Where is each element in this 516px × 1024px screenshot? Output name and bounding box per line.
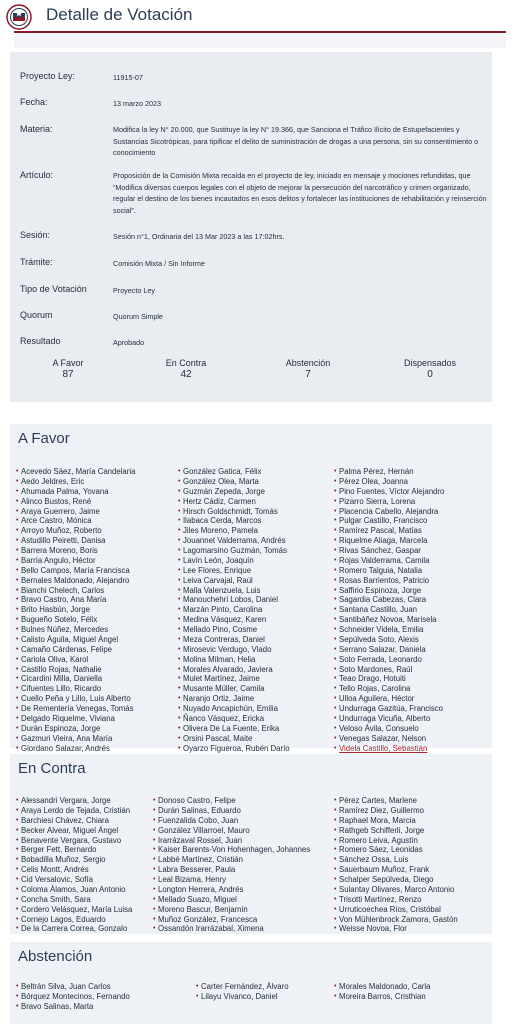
count-value: 0	[427, 369, 433, 380]
vote-counts	[10, 358, 492, 388]
deputy-list-item: • Longton Herrera, Andrés	[153, 885, 310, 895]
count-dispensados	[370, 358, 490, 380]
deputy-list-item: • Barchiesi Chávez, Chiara	[16, 816, 132, 826]
deputy-list-item: • Pino Fuentes, Víctor Alejandro	[334, 487, 444, 497]
deputy-list-item: • Pérez Cartes, Marlene	[334, 796, 458, 806]
deputy-list-item: • Pérez Olea, Joanna	[334, 477, 444, 487]
a-favor-column-2	[178, 467, 290, 753]
deputy-list-item: • Trisotti Martínez, Renzo	[334, 895, 458, 905]
deputy-list-item: • Morales Maldonado, Carla	[334, 982, 430, 992]
deputy-list-item: • Carter Fernández, Álvaro	[196, 982, 289, 992]
deputy-list-item: • Sepúlveda Soto, Alexis	[334, 635, 444, 645]
deputy-list-item: • Delgado Riquelme, Viviana	[16, 714, 135, 724]
section-title: En Contra	[18, 760, 86, 777]
deputy-list-item: • Alessandri Vergara, Jorge	[16, 796, 132, 806]
deputy-list-item: • Raphael Mora, Marcia	[334, 816, 458, 826]
deputy-list-item: • Bravo Castro, Ana María	[16, 595, 135, 605]
section-abstencion	[10, 942, 492, 1024]
deputy-list-item: • Schalper Sepúlveda, Diego	[334, 875, 458, 885]
deputy-list-item: • Schneider Videla, Emilia	[334, 625, 444, 635]
deputy-list-item: • Bernales Maldonado, Alejandro	[16, 576, 135, 586]
deputy-list-item: • Cid Versalovic, Sofía	[16, 875, 132, 885]
en-contra-column-2	[153, 796, 310, 934]
deputy-list-item: • Lilayu Vivanco, Daniel	[196, 992, 289, 1002]
deputy-list-item: • Ossandón Irarrázabal, Ximena	[153, 924, 310, 934]
deputy-list-item: • Moreira Barros, Cristhian	[334, 992, 430, 1002]
detail-value: Modifica la ley N° 20.000, que Sustituye la ley N° 19.366, que Sanciona el Tráfico Ilícito de Estupefacientes y Sustancias Sicotrópicas, para tipificar el delito de suministración de drogas a una persona, sin su consentimiento o conocimiento	[113, 125, 479, 157]
detail-value: 11915-07	[113, 73, 143, 82]
deputy-list-item: • Cicardini Milla, Daniella	[16, 674, 135, 684]
detail-label: Fecha:	[20, 97, 48, 107]
detail-label: Quorum	[20, 310, 53, 320]
deputy-list-item: • Oyarzo Figueroa, Rubén Darío	[178, 744, 290, 754]
deputy-list-item: • Ñanco Vásquez, Ericka	[178, 714, 290, 724]
count-label: Dispensados	[403, 358, 457, 368]
deputy-list-item: • Sauerbaum Muñoz, Frank	[334, 865, 458, 875]
deputy-list-item: • Cuello Peña y Lillo, Luis Alberto	[16, 694, 135, 704]
deputy-list-item: • Ramírez Diez, Guillermo	[334, 806, 458, 816]
deputy-list-item: • Orsini Pascal, Maite	[178, 734, 290, 744]
deputy-list-item: • Bello Campos, María Francisca	[16, 566, 135, 576]
deputy-list-item: • Lee Flores, Enrique	[178, 566, 290, 576]
deputy-list-item: • Camaño Cárdenas, Felipe	[16, 645, 135, 655]
deputy-list-item: • Beltrán Silva, Juan Carlos	[16, 982, 130, 992]
detail-value: Proposición de la Comisión Mixta recaída en el proyecto de ley, iniciado en mensaje y mociones refundidas, que “Modifica diversos cuerpos legales con el objeto de mejorar la persecución del narcotráfico y crimen organizado, regular el destino de los bienes incautados en esos delitos y fortalecer las instituciones de rehabilitación y reinserción social”.	[113, 171, 487, 215]
deputy-list-item: • Pizarro Sierra, Lorena	[334, 497, 444, 507]
deputy-list-item: • Veloso Ávila, Consuelo	[334, 724, 444, 734]
deputy-list-item: • Malla Valenzuela, Luis	[178, 586, 290, 596]
deputy-list-item: • Benavente Vergara, Gustavo	[16, 836, 132, 846]
detail-label: Proyecto Ley:	[20, 71, 76, 81]
deputy-list-item: • Jouannet Valderrama, Andrés	[178, 536, 290, 546]
deputy-list-item: • Venegas Salazar, Nelson	[334, 734, 444, 744]
deputy-list-item: • Celis Montt, Andrés	[16, 865, 132, 875]
vote-detail-card	[10, 52, 492, 402]
detail-label: Trámite:	[20, 257, 53, 267]
deputy-list-item: • Morales Alvarado, Javiera	[178, 665, 290, 675]
deputy-list-item: • Fuenzalida Cobo, Juan	[153, 816, 310, 826]
detail-value: Comisión Mixta / Sin Informe	[113, 259, 205, 268]
section-a-favor	[10, 424, 492, 753]
en-contra-column-3	[334, 796, 458, 934]
deputy-list-item: • Becker Alvear, Miguel Ángel	[16, 826, 132, 836]
deputy-list-item: • Araya Guerrero, Jaime	[16, 507, 135, 517]
deputy-link[interactable]: • Videla Castillo, Sebastián	[334, 744, 444, 754]
deputy-list-item: • Teao Drago, Hotuiti	[334, 674, 444, 684]
deputy-list-item: • Olivera De La Fuente, Erika	[178, 724, 290, 734]
deputy-list-item: • Weisse Novoa, Flor	[334, 924, 458, 934]
detail-value: 13 marzo 2023	[113, 99, 161, 108]
deputy-list-item: • Moreno Bascur, Benjamín	[153, 905, 310, 915]
deputy-list-item: • Marzán Pinto, Carolina	[178, 605, 290, 615]
deputy-list-item: • Ramírez Pascal, Matías	[334, 526, 444, 536]
deputy-list-item: • González Villarroel, Mauro	[153, 826, 310, 836]
count-label: En Contra	[165, 358, 207, 368]
deputy-list-item: • Gazmuri Vieira, Ana María	[16, 734, 135, 744]
deputy-list-item: • Naranjo Ortiz, Jaime	[178, 694, 290, 704]
en-contra-column-1	[16, 796, 132, 934]
deputy-list-item: • Jiles Moreno, Pamela	[178, 526, 290, 536]
deputy-list-item: • Coloma Álamos, Juan Antonio	[16, 885, 132, 895]
deputy-list-item: • Durán Espinoza, Jorge	[16, 724, 135, 734]
deputy-list-item: • Ilabaca Cerda, Marcos	[178, 516, 290, 526]
count-en-contra	[126, 358, 246, 380]
deputy-list-item: • Manouchehri Lobos, Daniel	[178, 595, 290, 605]
deputy-list-item: • Pulgar Castillo, Francisco	[334, 516, 444, 526]
deputy-list-item: • Molina Milman, Helia	[178, 655, 290, 665]
deputy-list-item: • Placencia Cabello, Alejandra	[334, 507, 444, 517]
deputy-list-item: • Romero Talguia, Natalia	[334, 566, 444, 576]
deputy-list-item: • Bórquez Montecinos, Fernando	[16, 992, 130, 1002]
deputy-list-item: • Rivas Sánchez, Gaspar	[334, 546, 444, 556]
section-title: A Favor	[18, 430, 70, 447]
deputy-list-item: • Leiva Carvajal, Raúl	[178, 576, 290, 586]
header-divider	[14, 31, 506, 33]
deputy-list-item: • Acevedo Sáez, María Candelaria	[16, 467, 135, 477]
deputy-list-item: • Bulnes Núñez, Mercedes	[16, 625, 135, 635]
deputy-list-item: • Concha Smith, Sara	[16, 895, 132, 905]
deputy-list-item: • Kaiser Barents-Von Hohenhagen, Johannes	[153, 845, 310, 855]
deputy-list-item: • Romero Leiva, Agustín	[334, 836, 458, 846]
deputy-list-item: • González Olea, Marta	[178, 477, 290, 487]
deputy-list-item: • Irarrázaval Rossel, Juan	[153, 836, 310, 846]
deputy-list-item: • Hertz Cádiz, Carmen	[178, 497, 290, 507]
deputy-list-item: • Brito Hasbún, Jorge	[16, 605, 135, 615]
deputy-list-item: • Barría Angulo, Héctor	[16, 556, 135, 566]
deputy-list-item: • Araya Lerdo de Tejada, Cristián	[16, 806, 132, 816]
deputy-list-item: • Bianchi Chelech, Carlos	[16, 586, 135, 596]
deputy-list-item: • Mulet Martínez, Jaime	[178, 674, 290, 684]
count-value: 87	[62, 369, 74, 380]
abstencion-column-1	[16, 982, 130, 1012]
deputy-list-item: • Undurraga Gazitúa, Francisco	[334, 704, 444, 714]
deputy-list-item: • Durán Salinas, Eduardo	[153, 806, 310, 816]
deputy-list-item: • Rosas Barrientos, Patricio	[334, 576, 444, 586]
detail-value: Aprobado	[113, 338, 145, 347]
deputy-list-item: • Barrera Moreno, Boris	[16, 546, 135, 556]
deputy-list-item: • Labbé Martínez, Cristián	[153, 855, 310, 865]
deputy-list-item: • González Gatica, Félix	[178, 467, 290, 477]
deputy-list-item: • Arroyo Muñoz, Roberto	[16, 526, 135, 536]
deputy-list-item: • Sulantay Olivares, Marco Antonio	[334, 885, 458, 895]
deputy-list-item: • Giordano Salazar, Andrés	[16, 744, 135, 754]
detail-value: Sesión n°1, Ordinaria del 13 Mar 2023 a las 17:02hrs.	[113, 232, 285, 241]
deputy-list-item: • Serrano Salazar, Daniela	[334, 645, 444, 655]
deputy-list-item: • Von Mühlenbrock Zamora, Gastón	[334, 915, 458, 925]
deputy-list-item: • Mirosevic Verdugo, Vlado	[178, 645, 290, 655]
abstencion-column-3	[334, 982, 430, 1002]
count-value: 7	[305, 369, 311, 380]
detail-label: Materia:	[20, 124, 53, 134]
abstencion-column-2	[196, 982, 289, 1002]
deputy-list-item: • Undurraga Vicuña, Alberto	[334, 714, 444, 724]
a-favor-column-3	[334, 467, 444, 753]
deputy-list-item: • Labra Besserer, Paula	[153, 865, 310, 875]
chamber-seal-icon	[6, 4, 32, 30]
deputy-list-item: • Cifuentes Lillo, Ricardo	[16, 684, 135, 694]
a-favor-column-1	[16, 467, 135, 753]
deputy-list-item: • De la Carrera Correa, Gonzalo	[16, 924, 132, 934]
deputy-list-item: • Castillo Rojas, Nathalie	[16, 665, 135, 675]
count-a-favor	[8, 358, 128, 380]
deputy-list-item: • Sagardia Cabezas, Clara	[334, 595, 444, 605]
detail-label: Sesión:	[20, 230, 51, 240]
deputy-list-item: • Astudillo Peiretti, Danisa	[16, 536, 135, 546]
deputy-list-item: • Palma Pérez, Hernán	[334, 467, 444, 477]
deputy-list-item: • Soto Ferrada, Leonardo	[334, 655, 444, 665]
section-title: Abstención	[18, 948, 93, 965]
deputy-list-item: • Lavín León, Joaquín	[178, 556, 290, 566]
deputy-list-item: • Saffirio Espinoza, Jorge	[334, 586, 444, 596]
count-label: Abstención	[285, 358, 331, 368]
deputy-list-item: • Cariola Oliva, Karol	[16, 655, 135, 665]
deputy-list-item: • Bobadilla Muñoz, Sergio	[16, 855, 132, 865]
deputy-list-item: • Guzmán Zepeda, Jorge	[178, 487, 290, 497]
header-subbar	[14, 34, 506, 48]
deputy-list-item: • Bugueño Sotelo, Félix	[16, 615, 135, 625]
deputy-list-item: • Cornejo Lagos, Eduardo	[16, 915, 132, 925]
count-abstencion	[248, 358, 368, 380]
deputy-list-item: • Rathgeb Schifferli, Jorge	[334, 826, 458, 836]
deputy-list-item: • Tello Rojas, Carolina	[334, 684, 444, 694]
detail-value: Quorum Simple	[113, 312, 163, 321]
deputy-list-item: • Romero Sáez, Leonidas	[334, 845, 458, 855]
deputy-list-item: • Santana Castillo, Juan	[334, 605, 444, 615]
deputy-list-item: • De Rementería Venegas, Tomás	[16, 704, 135, 714]
deputy-list-item: • Rojas Valderrama, Camila	[334, 556, 444, 566]
deputy-list-item: • Riquelme Aliaga, Marcela	[334, 536, 444, 546]
deputy-list-item: • Musante Müller, Camila	[178, 684, 290, 694]
deputy-list-item: • Lagomarsino Guzmán, Tomás	[178, 546, 290, 556]
deputy-list-item: • Sánchez Ossa, Luis	[334, 855, 458, 865]
deputy-list-item: • Soto Mardones, Raúl	[334, 665, 444, 675]
deputy-list-item: • Mellado Pino, Cosme	[178, 625, 290, 635]
deputy-list-item: • Aedo Jeldres, Eric	[16, 477, 135, 487]
deputy-list-item: • Leal Bizama, Henry	[153, 875, 310, 885]
detail-label: Tipo de Votación	[20, 284, 87, 294]
count-label: A Favor	[52, 358, 84, 368]
section-en-contra	[10, 754, 492, 934]
deputy-list-item: • Alinco Bustos, René	[16, 497, 135, 507]
deputy-list-item: • Santibáñez Novoa, Marisela	[334, 615, 444, 625]
deputy-list-item: • Cordero Velásquez, María Luisa	[16, 905, 132, 915]
deputy-list-item: • Nuyado Ancapichún, Emilia	[178, 704, 290, 714]
detail-value: Proyecto Ley	[113, 286, 155, 295]
deputy-list-item: • Hirsch Goldschmidt, Tomás	[178, 507, 290, 517]
deputy-list-item: • Berger Fett, Bernardo	[16, 845, 132, 855]
page-header	[0, 0, 516, 34]
deputy-list-item: • Mellado Suazo, Miguel	[153, 895, 310, 905]
deputy-list-item: • Calisto Águila, Miguel Ángel	[16, 635, 135, 645]
detail-label: Resultado	[20, 336, 61, 346]
deputy-list-item: • Ulloa Aguilera, Héctor	[334, 694, 444, 704]
detail-label: Artículo:	[20, 170, 54, 180]
count-value: 42	[180, 369, 192, 380]
deputy-list-item: • Bravo Salinas, Marta	[16, 1002, 130, 1012]
deputy-list-item: • Meza Contreras, Daniel	[178, 635, 290, 645]
deputy-list-item: • Ahumada Palma, Yovana	[16, 487, 135, 497]
deputy-list-item: • Arce Castro, Mónica	[16, 516, 135, 526]
deputy-list-item: • Muñoz González, Francesca	[153, 915, 310, 925]
page-title: Detalle de Votación	[46, 5, 193, 24]
deputy-list-item: • Medina Vásquez, Karen	[178, 615, 290, 625]
deputy-list-item: • Donoso Castro, Felipe	[153, 796, 310, 806]
deputy-list-item: • Urruticoechea Ríos, Cristóbal	[334, 905, 458, 915]
